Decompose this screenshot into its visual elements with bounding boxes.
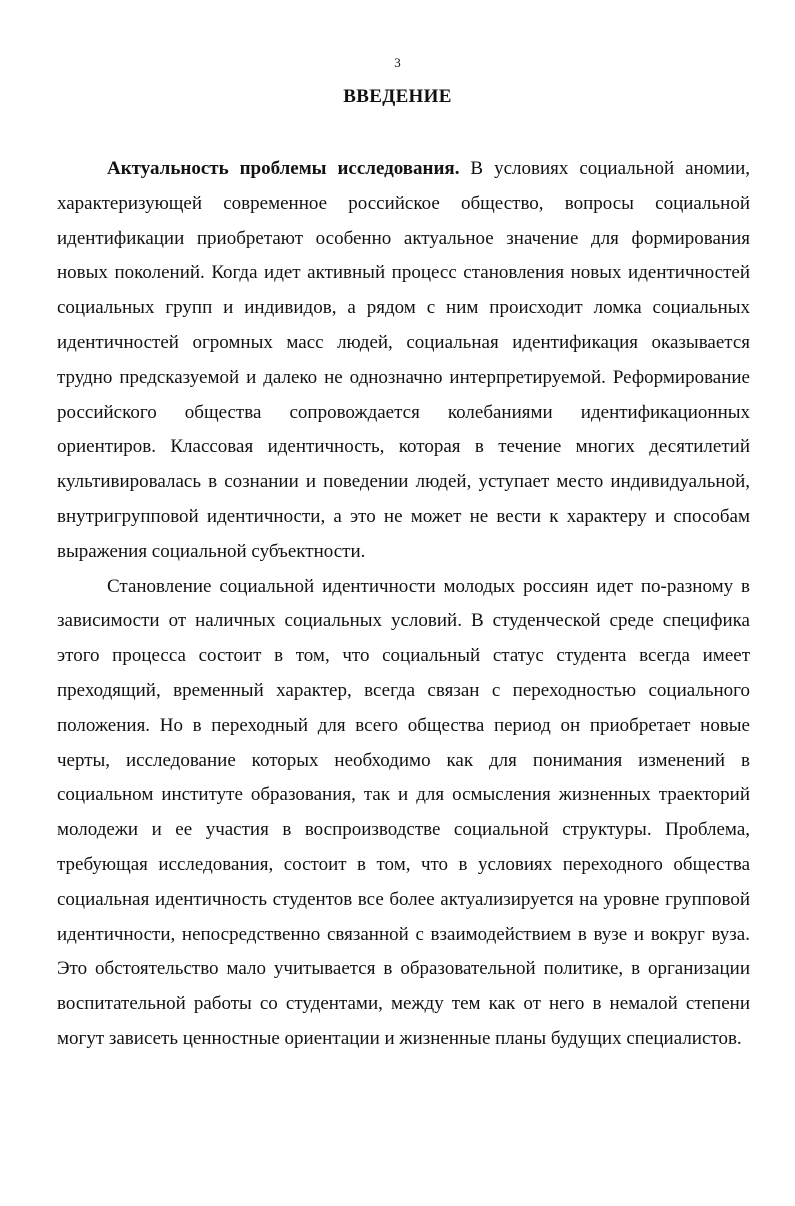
paragraph-lead: Актуальность проблемы исследования. [107,158,460,179]
page-number: 3 [394,55,401,70]
paragraph-text: В условиях социальной аномии, характеризующей современное российское общество, вопросы социальной идентификации приобретают особенно актуальное значение для формирования новых поколений. Когда идет активный процесс становления новых идентичностей социальных групп и индивидов, а рядом с ним происходит ломка социальных идентичностей огромных масс людей, социальная идентификация оказывается трудно предсказуемой и далеко не однозначно интерпретируемой. Реформирование российского общества сопровождается колебаниями идентификационных ориентиров. Классовая идентичность, которая в течение многих десятилетий культивировалась в сознании и поведении людей, уступает место индивидуальной, внутригрупповой идентичности, а это не может не вести к характеру и способам выражения социальной субъектности. [57,158,750,562]
page-title: ВВЕДЕНИЕ [343,86,452,107]
document-body [57,152,750,1057]
paragraph-identity [57,570,750,1057]
paragraph-text: Становление социальной идентичности молодых россиян идет по-разному в зависимости от наличных социальных условий. В студенческой среде специфика этого процесса состоит в том, что социальный статус студента всегда имеет преходящий, временный характер, всегда связан с переходностью социального положения. Но в переходный для всего общества период он приобретает новые черты, исследование которых необходимо как для понимания изменений в социальном институте образования, так и для осмысления жизненных траекторий молодежи и ее участия в воспроизводстве социальной структуры. Проблема, требующая исследования, состоит в том, что в условиях переходного общества социальная идентичность студентов все более актуализируется на уровне групповой идентичности, непосредственно связанной с взаимодействием в вузе и вокруг вуза. Это обстоятельство мало учитывается в образовательной политике, в организации воспитательной работы со студентами, между тем как от него в немалой степени могут зависеть ценностные ориентации и жизненные планы будущих специалистов. [57,575,750,1049]
paragraph-relevance [57,152,750,570]
